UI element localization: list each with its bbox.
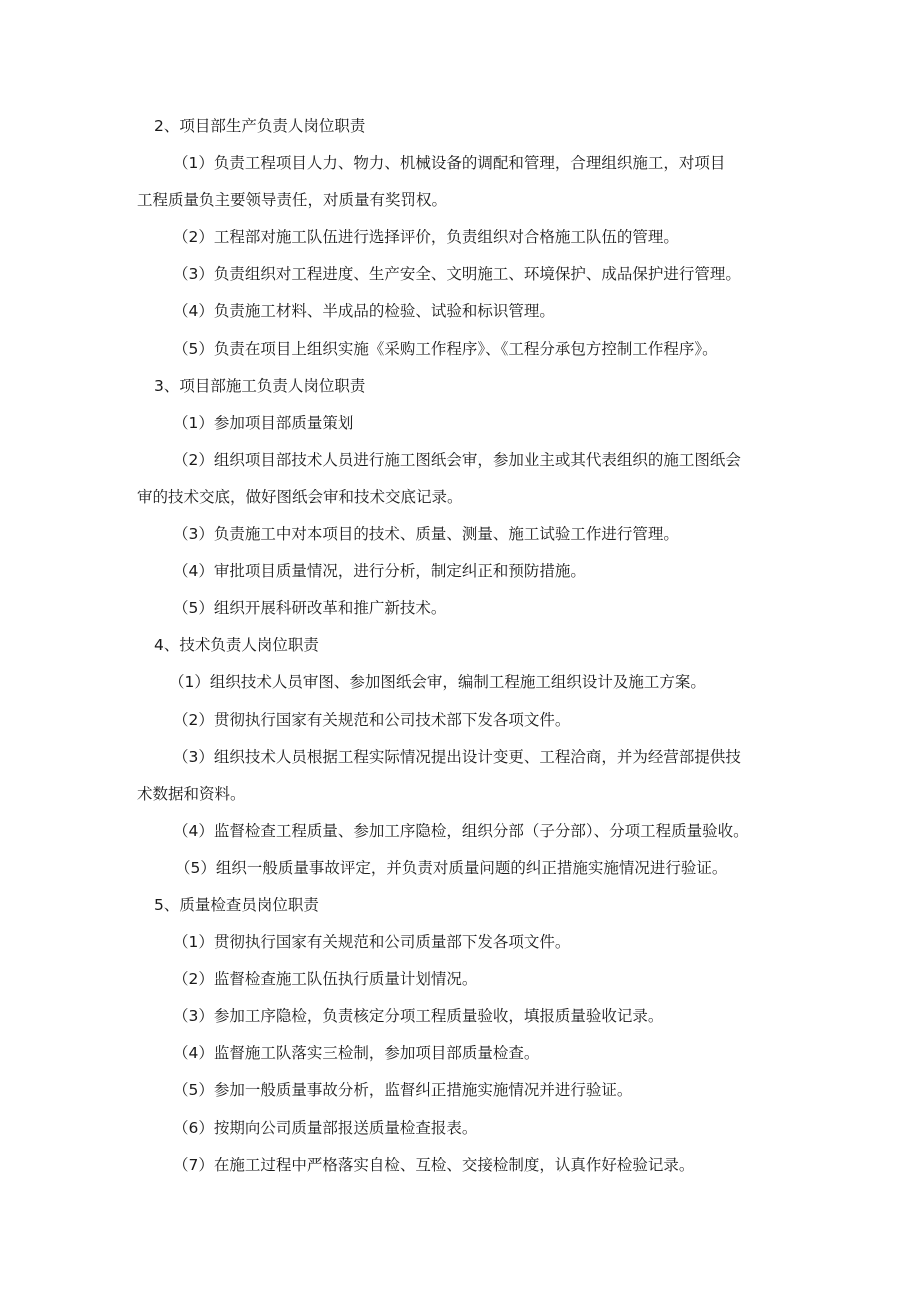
paragraph-line: （2）组织项目部技术人员进行施工图纸会审，参加业主或其代表组织的施工图纸会 xyxy=(173,450,741,469)
paragraph-line: （1）组织技术人员审图、参加图纸会审，编制工程施工组织设计及施工方案。 xyxy=(169,673,706,692)
section-heading: 3、项目部施工负责人岗位职责 xyxy=(154,376,366,395)
paragraph-line: （5）组织一般质量事故评定，并负责对质量问题的纠正措施实施情况进行验证。 xyxy=(175,858,728,877)
paragraph-line: （3）参加工序隐检，负责核定分项工程质量验收，填报质量验收记录。 xyxy=(173,1007,664,1026)
paragraph-line: （3）负责施工中对本项目的技术、质量、测量、施工试验工作进行管理。 xyxy=(173,525,679,544)
document-body xyxy=(137,116,797,1192)
paragraph-line: 术数据和资料。 xyxy=(137,784,246,803)
paragraph-line: （1）负责工程项目人力、物力、机械设备的调配和管理，合理组织施工，对项目 xyxy=(173,154,726,173)
section-heading: 4、技术负责人岗位职责 xyxy=(154,636,319,655)
paragraph-line: （4）审批项目质量情况，进行分析，制定纠正和预防措施。 xyxy=(173,562,586,581)
section-heading: 2、项目部生产负责人岗位职责 xyxy=(154,117,366,135)
paragraph-line: （4）负责施工材料、半成品的检验、试验和标识管理。 xyxy=(173,302,555,321)
paragraph-line: 审的技术交底，做好图纸会审和技术交底记录。 xyxy=(137,487,463,506)
paragraph-line: （4）监督检查工程质量、参加工序隐检，组织分部（子分部）、分项工程质量验收。 xyxy=(173,821,749,840)
paragraph-line: （1）参加项目部质量策划 xyxy=(173,413,354,432)
paragraph-line: （4）监督施工队落实三检制，参加项目部质量检查。 xyxy=(173,1044,540,1063)
paragraph-line: （5）负责在项目上组织实施《采购工作程序》、《工程分承包方控制工作程序》。 xyxy=(173,339,718,358)
section-heading: 5、质量检查员岗位职责 xyxy=(154,895,319,914)
paragraph-line: （7）在施工过程中严格落实自检、互检、交接检制度，认真作好检验记录。 xyxy=(173,1155,695,1174)
paragraph-line: （5）组织开展科研改革和推广新技术。 xyxy=(173,599,447,618)
paragraph-line: （3）组织技术人员根据工程实际情况提出设计变更、工程洽商，并为经营部提供技 xyxy=(173,747,741,766)
paragraph-line: （2）贯彻执行国家有关规范和公司技术部下发各项文件。 xyxy=(173,710,571,729)
paragraph-line: （3）负责组织对工程进度、生产安全、文明施工、环境保护、成品保护进行管理。 xyxy=(173,265,741,284)
paragraph-line: （1）贯彻执行国家有关规范和公司质量部下发各项文件。 xyxy=(173,933,571,952)
paragraph-line: （2）监督检查施工队伍执行质量计划情况。 xyxy=(173,970,478,989)
paragraph-line: （2）工程部对施工队伍进行选择评价，负责组织对合格施工队伍的管理。 xyxy=(173,228,679,247)
paragraph-line: 工程质量负主要领导责任，对质量有奖罚权。 xyxy=(137,191,448,210)
paragraph-line: （6）按期向公司质量部报送质量检查报表。 xyxy=(173,1118,478,1137)
paragraph-line: （5）参加一般质量事故分析，监督纠正措施实施情况并进行验证。 xyxy=(173,1081,633,1100)
